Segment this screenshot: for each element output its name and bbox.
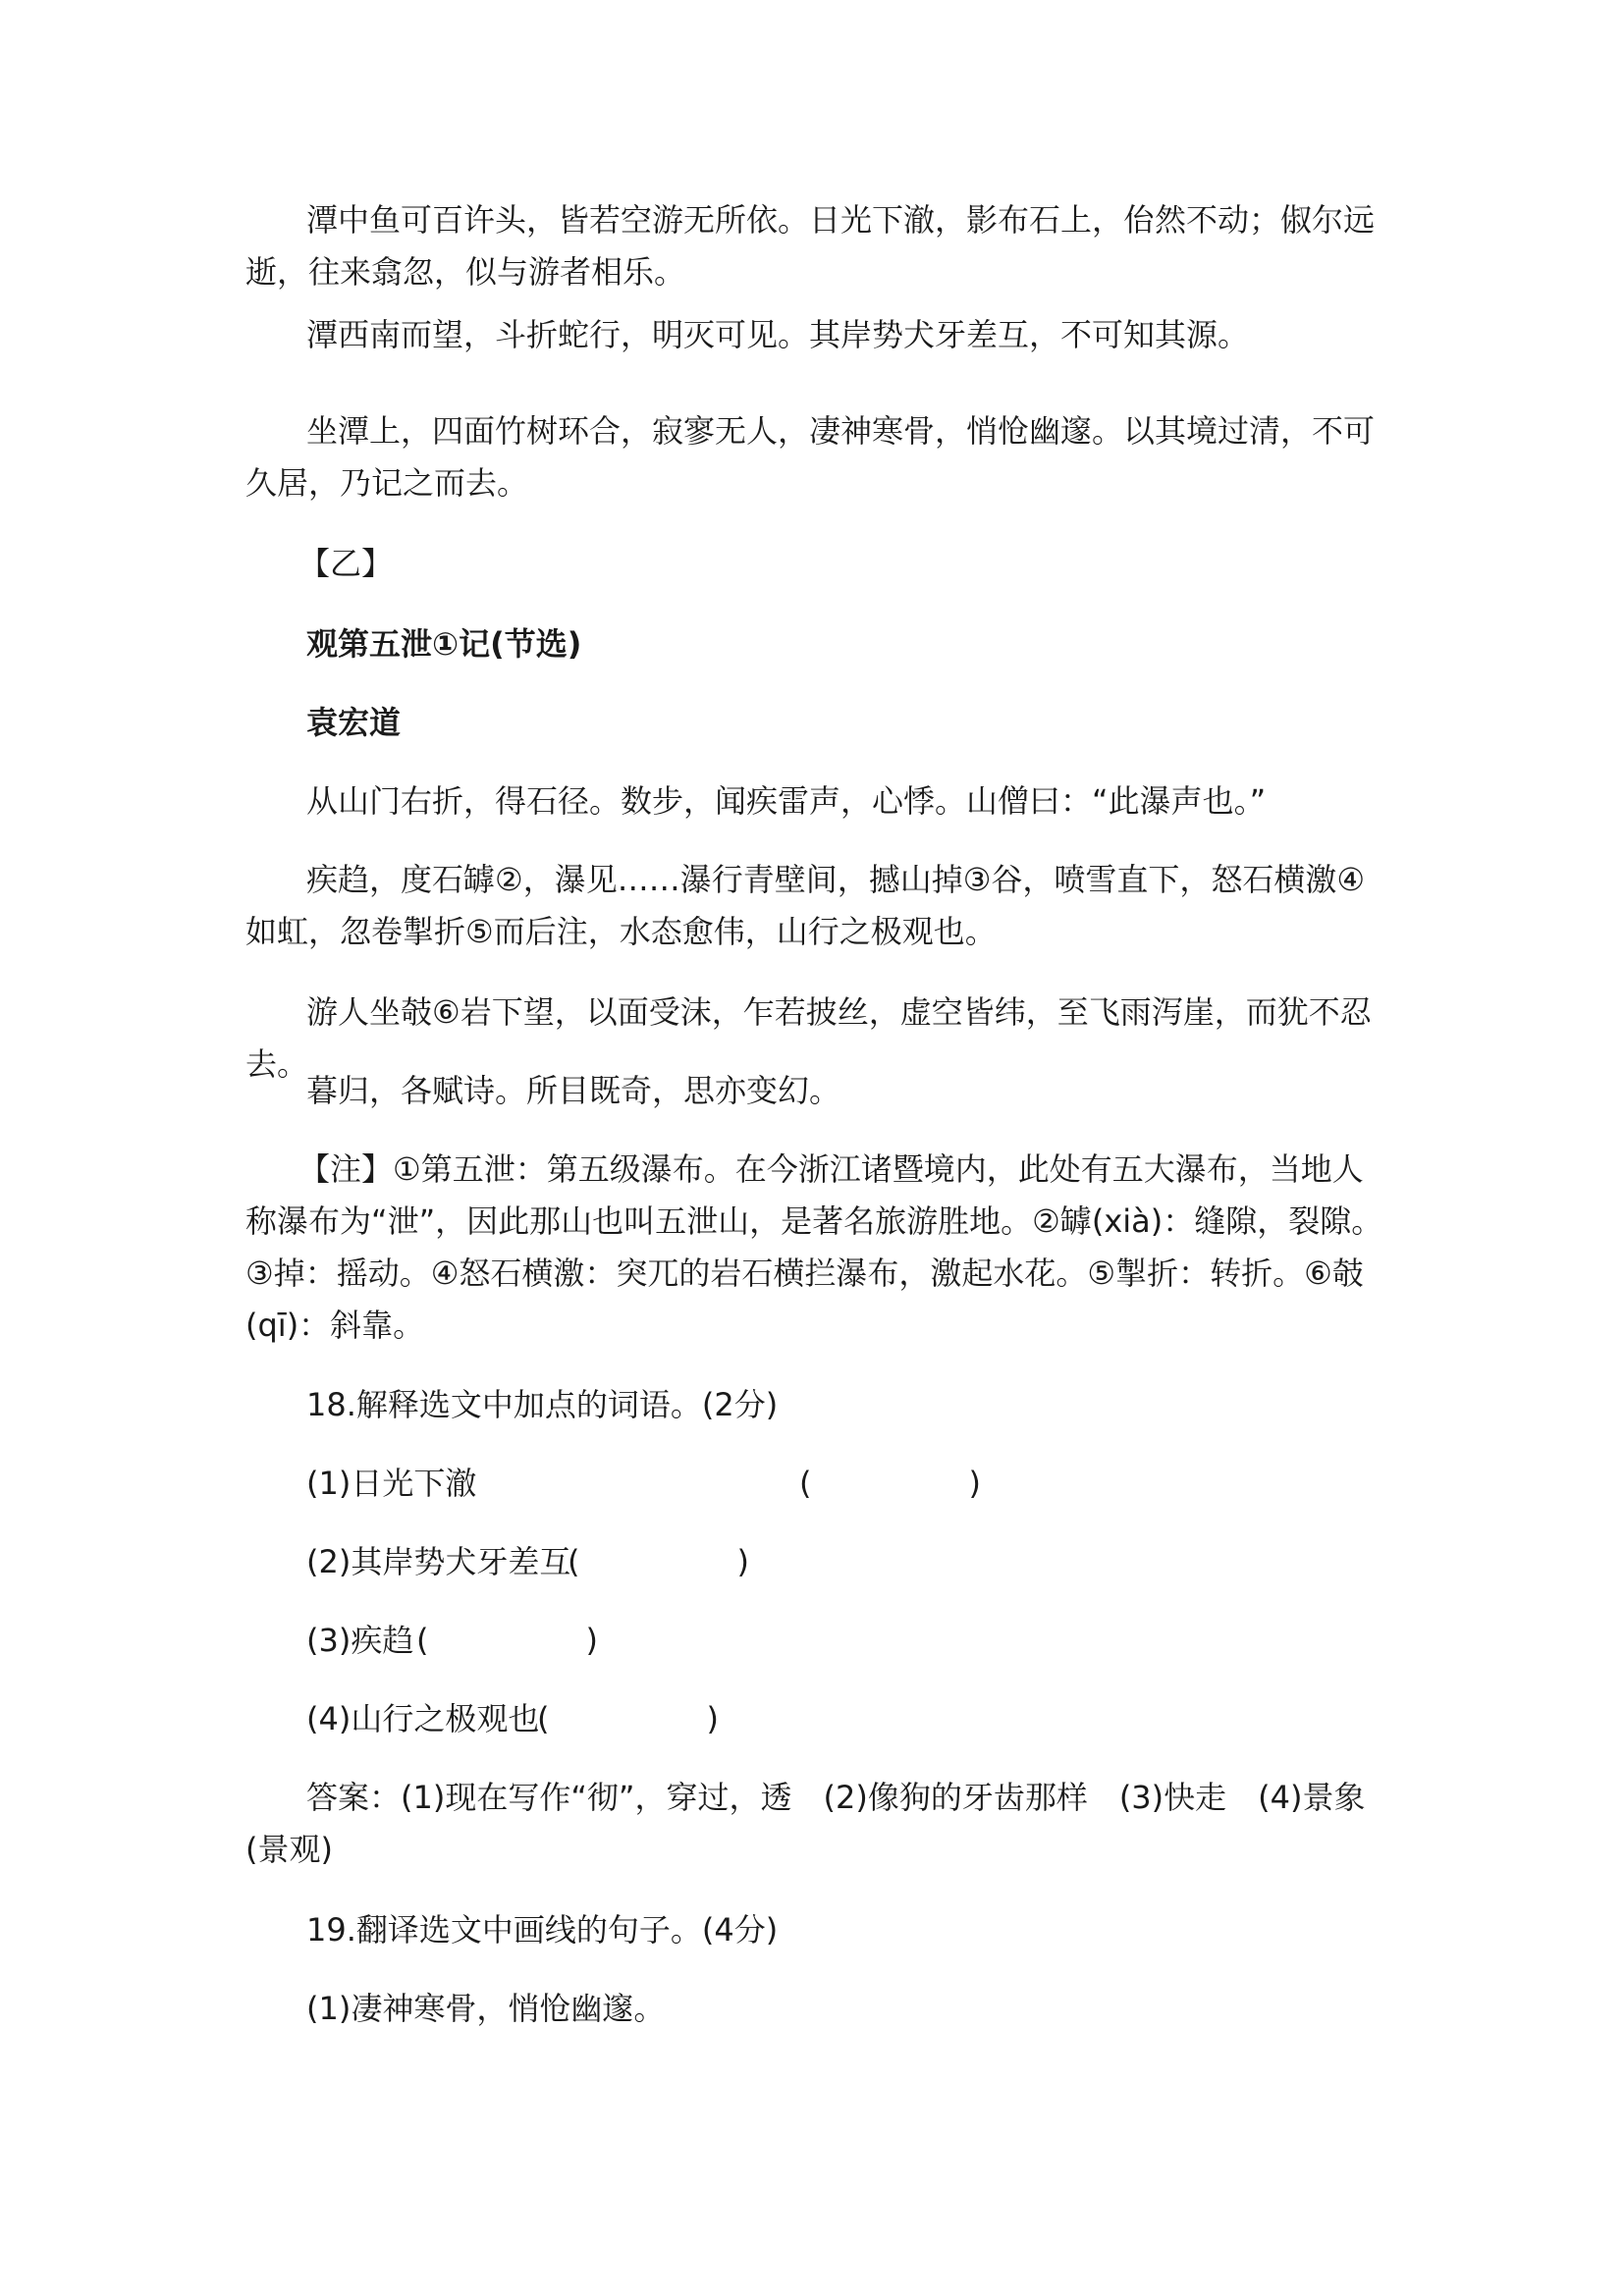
passage-jia-paragraph-3: 坐潭上，四面竹树环合，寂寥无人，凄神寒骨，悄怆幽邃。以其境过清，不可久居，乃记之而去。 xyxy=(245,412,1376,502)
question-18-stem: 18.解释选文中加点的词语。(2分) xyxy=(306,1386,779,1423)
question-18-item-2: (2)其岸势犬牙差互 xyxy=(306,1543,571,1580)
question-18-item-1: (1)日光下澈 xyxy=(306,1465,477,1502)
question-18-item-1-blank[interactable]: ( ) xyxy=(799,1465,981,1502)
question-18-item-4-blank[interactable]: ( ) xyxy=(537,1700,719,1737)
passage-yi-paragraph-2: 疾趋，度石罅②，瀑见……瀑行青壁间，撼山掉③谷，喷雪直下，怒石横激④如虹，忽卷掣折⑤而后注，水态愈伟，山行之极观也。 xyxy=(245,861,1366,950)
question-19-item-1: (1)凄神寒骨，悄怆幽邃。 xyxy=(306,1990,666,2027)
question-18-item-3-blank[interactable]: ( ) xyxy=(416,1622,598,1659)
passage-yi-paragraph-1: 从山门右折，得石径。数步，闻疾雷声，心悸。山僧曰：“此瀑声也。” xyxy=(306,782,1267,820)
passage-yi-paragraph-4: 暮归，各赋诗。所目既奇，思亦变幻。 xyxy=(306,1072,841,1109)
passage-yi-note: 【注】①第五泄：第五级瀑布。在今浙江诸暨境内，此处有五大瀑布，当地人称瀑布为“泄”，因此那山也叫五泄山，是著名旅游胜地。②罅(xià)：缝隙，裂隙。③掉：摇动。④怒石横激：突兀的岩石横拦瀑布，激起水花。⑤掣折：转折。⑥攲(qī)：斜靠。 xyxy=(245,1150,1383,1344)
passage-jia-paragraph-1: 潭中鱼可百许头，皆若空游无所依。日光下澈，影布石上，佁然不动；俶尔远逝，往来翕忽，似与游者相乐。 xyxy=(245,201,1376,291)
passage-jia-paragraph-2: 潭西南而望，斗折蛇行，明灭可见。其岸势犬牙差互，不可知其源。 xyxy=(306,316,1250,353)
question-18-item-4: (4)山行之极观也 xyxy=(306,1700,540,1737)
question-18-item-2-blank[interactable]: ( ) xyxy=(568,1543,749,1580)
question-18-item-3: (3)疾趋 xyxy=(306,1622,414,1659)
passage-yi-author: 袁宏道 xyxy=(306,704,402,741)
passage-yi-marker: 【乙】 xyxy=(298,545,394,582)
question-18-answer: 答案：(1)现在写作“彻”，穿过，透 (2)像狗的牙齿那样 (3)快走 (4)景象(景观) xyxy=(245,1779,1366,1868)
question-19-stem: 19.翻译选文中画线的句子。(4分) xyxy=(306,1911,779,1949)
passage-yi-title: 观第五泄①记(节选) xyxy=(306,625,582,663)
passage-yi-paragraph-3: 游人坐攲⑥岩下望，以面受沫，乍若披丝，虚空皆纬，至飞雨泻崖，而犹不忍去。 xyxy=(245,993,1372,1083)
